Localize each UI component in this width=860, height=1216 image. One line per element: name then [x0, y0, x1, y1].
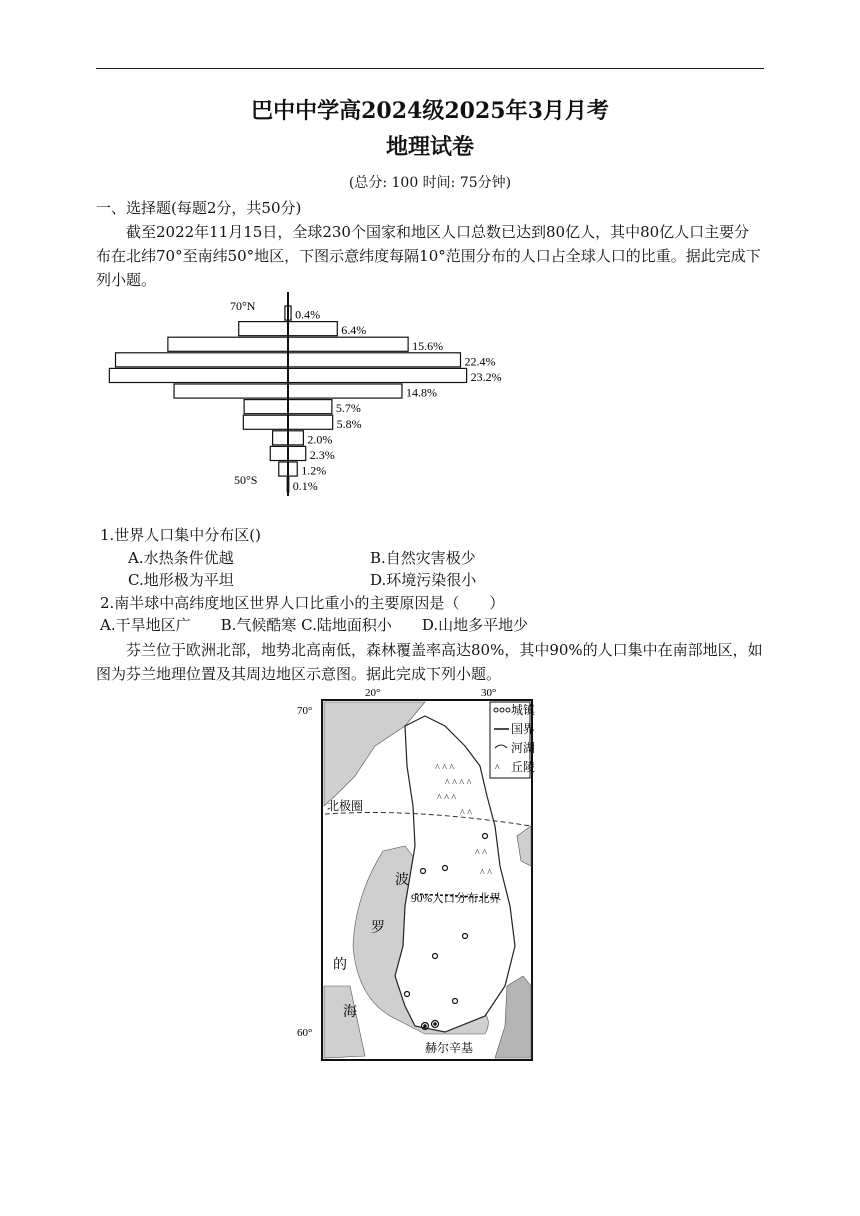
population-value-label: 2.0%: [307, 432, 333, 447]
lat-label-60: 60°: [297, 1027, 313, 1039]
arctic-circle-label: 北极圈: [327, 799, 364, 813]
question-2-options[interactable]: A.干旱地区广 B.气候酷寒 C.陆地面积小 D.山地多平地少: [100, 616, 529, 634]
chart-bottom-label: 50°S: [234, 473, 258, 487]
population-value-label: 14.8%: [405, 385, 437, 400]
question-1-stem: 1.世界人口集中分布区(): [100, 526, 262, 544]
lat-label-70: 70°: [297, 705, 313, 717]
svg-text:^ ^: ^ ^: [480, 868, 492, 879]
baltic-label-2: 罗: [371, 921, 385, 936]
map-legend: [490, 702, 536, 778]
question-2-stem: 2.南半球中高纬度地区世界人口比重小的主要原因是（ ）: [100, 594, 505, 612]
legend-town: 城镇: [511, 703, 536, 717]
baltic-label-4: 海: [343, 1005, 357, 1020]
svg-text:^ ^ ^: ^ ^ ^: [437, 793, 457, 804]
svg-text:^ ^: ^ ^: [475, 848, 487, 859]
population-value-label: 0.1%: [292, 479, 318, 494]
lon-label-30: 30°: [481, 687, 497, 699]
exam-title: 巴中中学高2024级2025年3月月考: [251, 98, 609, 124]
passage-1: 截至2022年11月15日，全球230个国家和地区人口总数已达到80亿人，其中80亿人口主要分布在北纬70°至南纬50°地区，下图示意纬度每隔10°范围分布的人口占全球人口的比重。据此完成下列小题。: [96, 223, 761, 289]
svg-text:^: ^: [495, 763, 500, 774]
section-heading: 一、选择题(每题2分，共50分): [96, 199, 302, 217]
exam-subtitle: 地理试卷: [385, 134, 474, 160]
population-value-label: 23.2%: [470, 370, 502, 384]
population-value-label: 15.6%: [412, 338, 444, 353]
svg-text:^ ^: ^ ^: [460, 808, 472, 819]
population-value-label: 0.4%: [295, 307, 321, 322]
exam-info: (总分: 100 时间: 75分钟): [348, 175, 512, 191]
finland-map: [295, 686, 545, 1066]
helsinki-label: 赫尔辛基: [425, 1041, 474, 1055]
legend-river-lake: 河湖: [511, 741, 536, 755]
population-latitude-chart: [100, 292, 540, 497]
population-value-label: 2.3%: [309, 448, 335, 462]
chart-top-label: 70°N: [230, 299, 256, 313]
population-value-label: 5.8%: [336, 416, 362, 431]
svg-text:^ ^ ^ ^: ^ ^ ^ ^: [445, 778, 472, 789]
population-value-label: 1.2%: [301, 463, 327, 478]
population-line-label: 90%人口分布北界: [411, 893, 502, 905]
population-value-label: 22.4%: [464, 354, 496, 369]
legend-border: 国界: [511, 722, 536, 736]
baltic-label-1: 波: [395, 873, 409, 888]
question-1-option-d[interactable]: D.环境污染很小: [370, 571, 477, 589]
question-1-option-b[interactable]: B.自然灾害极少: [370, 549, 476, 567]
baltic-label-3: 的: [333, 958, 347, 973]
legend-hills: 丘陵: [511, 760, 536, 774]
question-1-option-c[interactable]: C.地形极为平坦: [128, 571, 234, 589]
svg-text:^ ^ ^: ^ ^ ^: [435, 763, 455, 774]
lon-label-20: 20°: [365, 687, 381, 699]
top-rule: [96, 68, 764, 69]
population-value-label: 5.7%: [335, 401, 361, 416]
population-value-label: 6.4%: [341, 323, 367, 338]
question-1-option-a[interactable]: A.水热条件优越: [128, 549, 234, 567]
passage-2: 芬兰位于欧洲北部，地势北高南低，森林覆盖率高达80%，其中90%的人口集中在南部地区，如图为芬兰地理位置及其周边地区示意图。据此完成下列小题。: [96, 641, 763, 683]
